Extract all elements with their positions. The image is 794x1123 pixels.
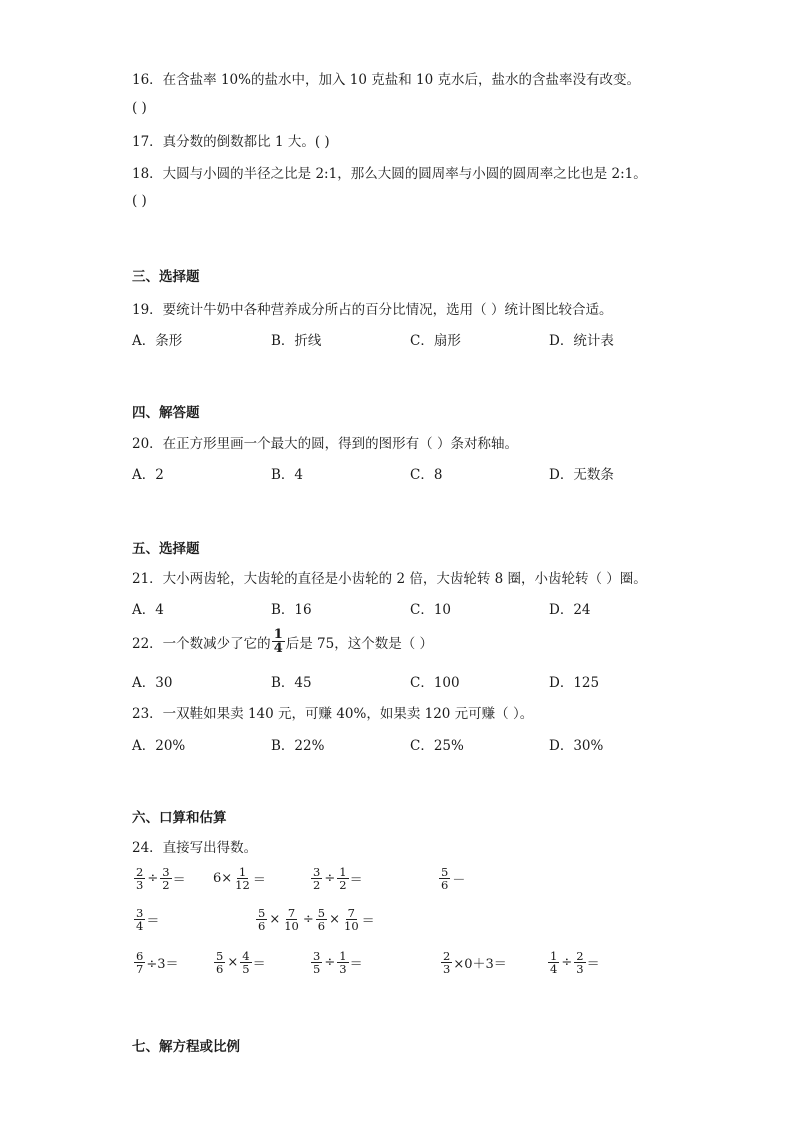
equals-sign: ＝ (252, 873, 266, 888)
denominator: 7 (136, 962, 144, 976)
denominator: 3 (576, 962, 584, 976)
numerator: 4 (242, 949, 250, 963)
fraction (160, 866, 171, 891)
option-22-a[interactable]: A．30 (132, 675, 173, 691)
numerator: 2 (136, 865, 144, 879)
equation-f (255, 907, 375, 932)
question-22 (132, 628, 433, 655)
option-23-d[interactable]: D．30% (549, 738, 604, 754)
denominator: 2 (162, 878, 170, 892)
question-23: 23．一双鞋如果卖 140 元，可赚 40%，如果卖 120 元可赚（ ）。 (132, 706, 534, 722)
numerator: 1 (339, 949, 347, 963)
operator: ÷ (324, 955, 336, 970)
fraction (233, 866, 252, 891)
question-19: 19．要统计牛奶中各种营养成分所占的百分比情况，选用（ ）统计图比较合适。 (132, 302, 613, 318)
option-19-a[interactable]: A．条形 (132, 333, 183, 349)
denominator: 3 (443, 962, 451, 976)
expression-tail: ×0＋3＝ (453, 957, 507, 972)
equation-h (213, 950, 266, 975)
denominator: 4 (550, 962, 558, 976)
numerator: 3 (313, 949, 321, 963)
equals-sign: ＝ (361, 914, 375, 929)
whole-number: 6× (213, 871, 233, 886)
option-19-c[interactable]: C．扇形 (410, 333, 461, 349)
fraction (311, 950, 322, 975)
operator: × (227, 955, 239, 970)
denominator: 10 (284, 919, 299, 933)
option-21-b[interactable]: B．16 (271, 602, 312, 618)
question-24: 24．直接写出得数。 (132, 840, 258, 856)
numerator: 5 (258, 906, 266, 920)
denominator: 6 (258, 919, 266, 933)
equals-sign: ＝ (146, 914, 160, 929)
fraction (439, 866, 450, 891)
section-5-title: 五、选择题 (132, 541, 200, 557)
option-22-d[interactable]: D．125 (549, 675, 600, 691)
denominator: 2 (339, 878, 347, 892)
numerator: 6 (136, 949, 144, 963)
denominator: 12 (235, 878, 250, 892)
numerator: 2 (576, 949, 584, 963)
option-22-b[interactable]: B．45 (271, 675, 312, 691)
equation-k (547, 950, 600, 975)
equation-e (133, 907, 159, 932)
equation-a (133, 866, 186, 891)
option-19-d[interactable]: D．统计表 (549, 333, 614, 349)
fraction-denominator: 4 (273, 641, 283, 656)
question-16: 16．在含盐率 10%的盐水中，加入 10 克盐和 10 克水后，盐水的含盐率没有改变。 (132, 72, 640, 88)
denominator: 6 (441, 878, 449, 892)
option-20-b[interactable]: B．4 (271, 467, 304, 483)
numerator: 5 (441, 865, 449, 879)
equals-sign: ＝ (252, 957, 266, 972)
fraction (574, 950, 585, 975)
equals-sign: ＝ (349, 957, 363, 972)
denominator: 3 (136, 878, 144, 892)
question-20: 20．在正方形里画一个最大的圆，得到的图形有（ ）条对称轴。 (132, 436, 518, 452)
option-21-c[interactable]: C．10 (410, 602, 452, 618)
fraction (311, 866, 322, 891)
equals-sign: ＝ (172, 873, 186, 888)
numerator: 7 (347, 906, 355, 920)
option-20-d[interactable]: D．无数条 (549, 467, 614, 483)
section-6-title: 六、口算和估算 (132, 810, 227, 826)
option-21-a[interactable]: A．4 (132, 602, 164, 618)
option-20-c[interactable]: C．8 (410, 467, 443, 483)
fraction (441, 950, 452, 975)
section-4-title: 四、解答题 (132, 405, 200, 421)
fraction (134, 907, 145, 932)
answer-bracket-16[interactable]: ( ) (132, 100, 147, 116)
option-23-a[interactable]: A．20% (132, 738, 186, 754)
fraction (240, 950, 251, 975)
operator: ÷ (324, 871, 336, 886)
operator: × (329, 912, 341, 927)
fraction (337, 950, 348, 975)
numerator: 7 (287, 906, 296, 920)
option-23-b[interactable]: B．22% (271, 738, 325, 754)
equation-d (438, 866, 466, 891)
question-22-prefix: 22．一个数减少了它的 (132, 635, 271, 652)
fraction (282, 907, 301, 932)
denominator: 3 (339, 962, 347, 976)
denominator: 10 (344, 919, 359, 933)
numerator: 1 (339, 865, 347, 879)
fraction-numerator: 1 (273, 627, 283, 642)
fraction (342, 907, 361, 932)
numerator: 5 (216, 949, 224, 963)
denominator: 5 (242, 962, 250, 976)
fraction (548, 950, 559, 975)
question-21: 21．大小两齿轮，大齿轮的直径是小齿轮的 2 倍，大齿轮转 8 圈，小齿轮转（ ）圈。 (132, 571, 647, 587)
denominator: 5 (313, 962, 321, 976)
fraction (256, 907, 267, 932)
numerator: 3 (313, 865, 321, 879)
equation-c (310, 866, 363, 891)
answer-bracket-18[interactable]: ( ) (132, 193, 147, 209)
option-19-b[interactable]: B．折线 (271, 333, 322, 349)
option-20-a[interactable]: A．2 (132, 467, 164, 483)
equation-b (213, 866, 266, 891)
fraction (337, 866, 348, 891)
numerator: 2 (443, 949, 451, 963)
numerator: 3 (136, 906, 144, 920)
equation-j (440, 950, 507, 975)
fraction-one-quarter (272, 628, 285, 655)
fraction (134, 950, 145, 975)
denominator: 6 (317, 919, 326, 933)
minus-sign: － (452, 873, 466, 888)
equation-g (133, 950, 179, 975)
denominator: 4 (136, 919, 144, 933)
denominator: 6 (216, 962, 224, 976)
numerator: 1 (550, 949, 558, 963)
equals-sign: ＝ (586, 957, 600, 972)
section-3-title: 三、选择题 (132, 269, 200, 285)
equals-sign: ＝ (349, 873, 363, 888)
question-17: 17．真分数的倒数都比 1 大。( ) (132, 134, 330, 150)
option-23-c[interactable]: C．25% (410, 738, 464, 754)
operator: ÷ (147, 871, 159, 886)
expression-tail: ÷3＝ (146, 957, 179, 972)
denominator: 2 (313, 878, 321, 892)
fraction (214, 950, 225, 975)
option-21-d[interactable]: D．24 (549, 602, 591, 618)
option-22-c[interactable]: C．100 (410, 675, 460, 691)
operator: ÷ (302, 912, 314, 927)
fraction (134, 866, 145, 891)
operator: × (269, 912, 281, 927)
equation-i (310, 950, 363, 975)
numerator: 3 (162, 865, 170, 879)
operator: ÷ (561, 955, 573, 970)
numerator: 1 (238, 865, 247, 879)
section-7-title: 七、解方程或比例 (132, 1039, 240, 1055)
fraction (316, 907, 327, 932)
numerator: 5 (317, 906, 326, 920)
question-22-suffix: 后是 75，这个数是（ ） (285, 635, 433, 652)
question-18: 18．大圆与小圆的半径之比是 2:1，那么大圆的圆周率与小圆的圆周率之比也是 2:1。 (132, 166, 647, 182)
